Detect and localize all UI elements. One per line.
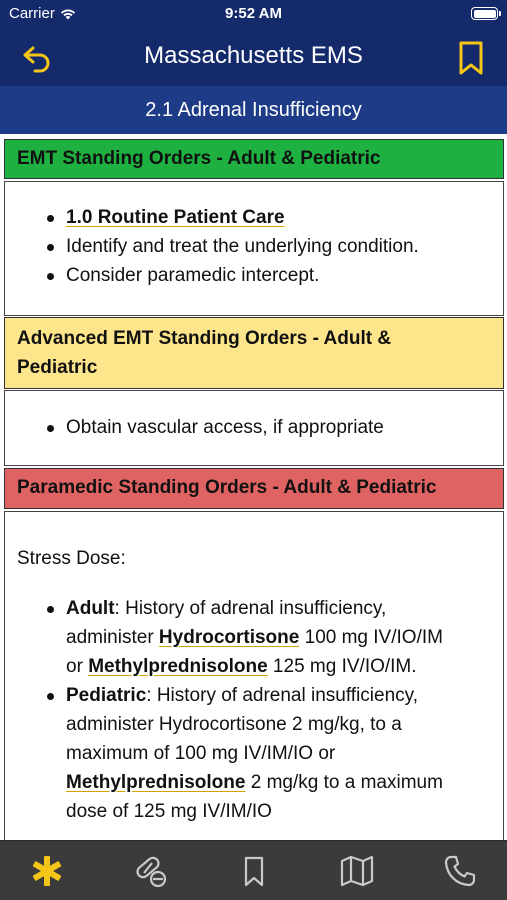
tab-bar — [0, 840, 507, 900]
nav-bar — [0, 30, 507, 86]
aemt-header-line2: Pediatric — [17, 357, 98, 378]
adult-line2b: 100 mg IV/IO/IM — [299, 627, 443, 648]
methylprednisolone-link[interactable]: Methylprednisolone — [88, 656, 268, 677]
adult-line3b: 125 mg IV/IO/IM. — [267, 656, 417, 677]
aemt-section-body — [4, 390, 504, 466]
list-item-text: Obtain vascular access, if appropriate — [66, 417, 384, 438]
status-bar — [0, 0, 507, 30]
list-item — [5, 413, 503, 442]
pills-icon[interactable] — [133, 853, 169, 889]
hydrocortisone-link[interactable]: Hydrocortisone — [158, 627, 300, 648]
bookmark-icon[interactable] — [457, 40, 485, 76]
adult-line3a: or — [66, 656, 89, 677]
emt-header-label: EMT Standing Orders - Adult & Pediatric — [17, 148, 381, 169]
list-item — [5, 232, 503, 261]
map-icon[interactable] — [339, 853, 375, 889]
methylprednisolone-link[interactable]: Methylprednisolone — [66, 772, 246, 793]
page-title: Massachusetts EMS — [144, 42, 363, 69]
bookmark-icon[interactable] — [236, 853, 272, 889]
aemt-header-line1: Advanced EMT Standing Orders - Adult & — [17, 328, 392, 349]
paramedic-header-label: Paramedic Standing Orders - Adult & Pediatric — [17, 477, 437, 498]
list-item-text: Consider paramedic intercept. — [66, 265, 320, 286]
star-of-life-icon[interactable] — [29, 853, 65, 889]
battery-icon — [471, 7, 498, 20]
emt-section-header — [4, 139, 504, 179]
adult-dose-item — [5, 594, 503, 681]
aemt-list — [5, 413, 503, 442]
pediatric-line5: dose of 125 mg IV/IM/IO — [66, 801, 272, 822]
stress-dose-label: Stress Dose: — [17, 548, 126, 569]
pediatric-dose-item — [5, 681, 503, 826]
clock: 9:52 AM — [225, 5, 282, 22]
phone-icon[interactable] — [442, 853, 478, 889]
carrier-label: Carrier — [9, 5, 55, 22]
emt-section-body — [4, 181, 504, 316]
paramedic-section-header — [4, 468, 504, 509]
pediatric-line3: maximum of 100 mg IV/IM/IO or — [66, 743, 336, 764]
list-item-text: Identify and treat the underlying condition. — [66, 236, 419, 257]
pediatric-line2: administer Hydrocortisone 2 mg/kg, to a — [66, 714, 402, 735]
pediatric-line4b: 2 mg/kg to a maximum — [245, 772, 443, 793]
emt-list — [5, 203, 503, 290]
paramedic-section-body — [4, 511, 504, 840]
protocol-content[interactable] — [0, 134, 507, 840]
list-item[interactable] — [5, 203, 503, 232]
pediatric-label: Pediatric — [66, 685, 147, 706]
adult-line2a: administer — [66, 627, 159, 648]
list-item — [5, 261, 503, 290]
adult-line1: : History of adrenal insufficiency, — [114, 598, 387, 619]
routine-care-link[interactable]: 1.0 Routine Patient Care — [66, 207, 285, 228]
pediatric-line1: : History of adrenal insufficiency, — [146, 685, 419, 706]
protocol-title: 2.1 Adrenal Insufficiency — [0, 86, 507, 134]
aemt-section-header — [4, 317, 504, 389]
paramedic-list — [5, 594, 503, 826]
adult-label: Adult — [66, 598, 115, 619]
